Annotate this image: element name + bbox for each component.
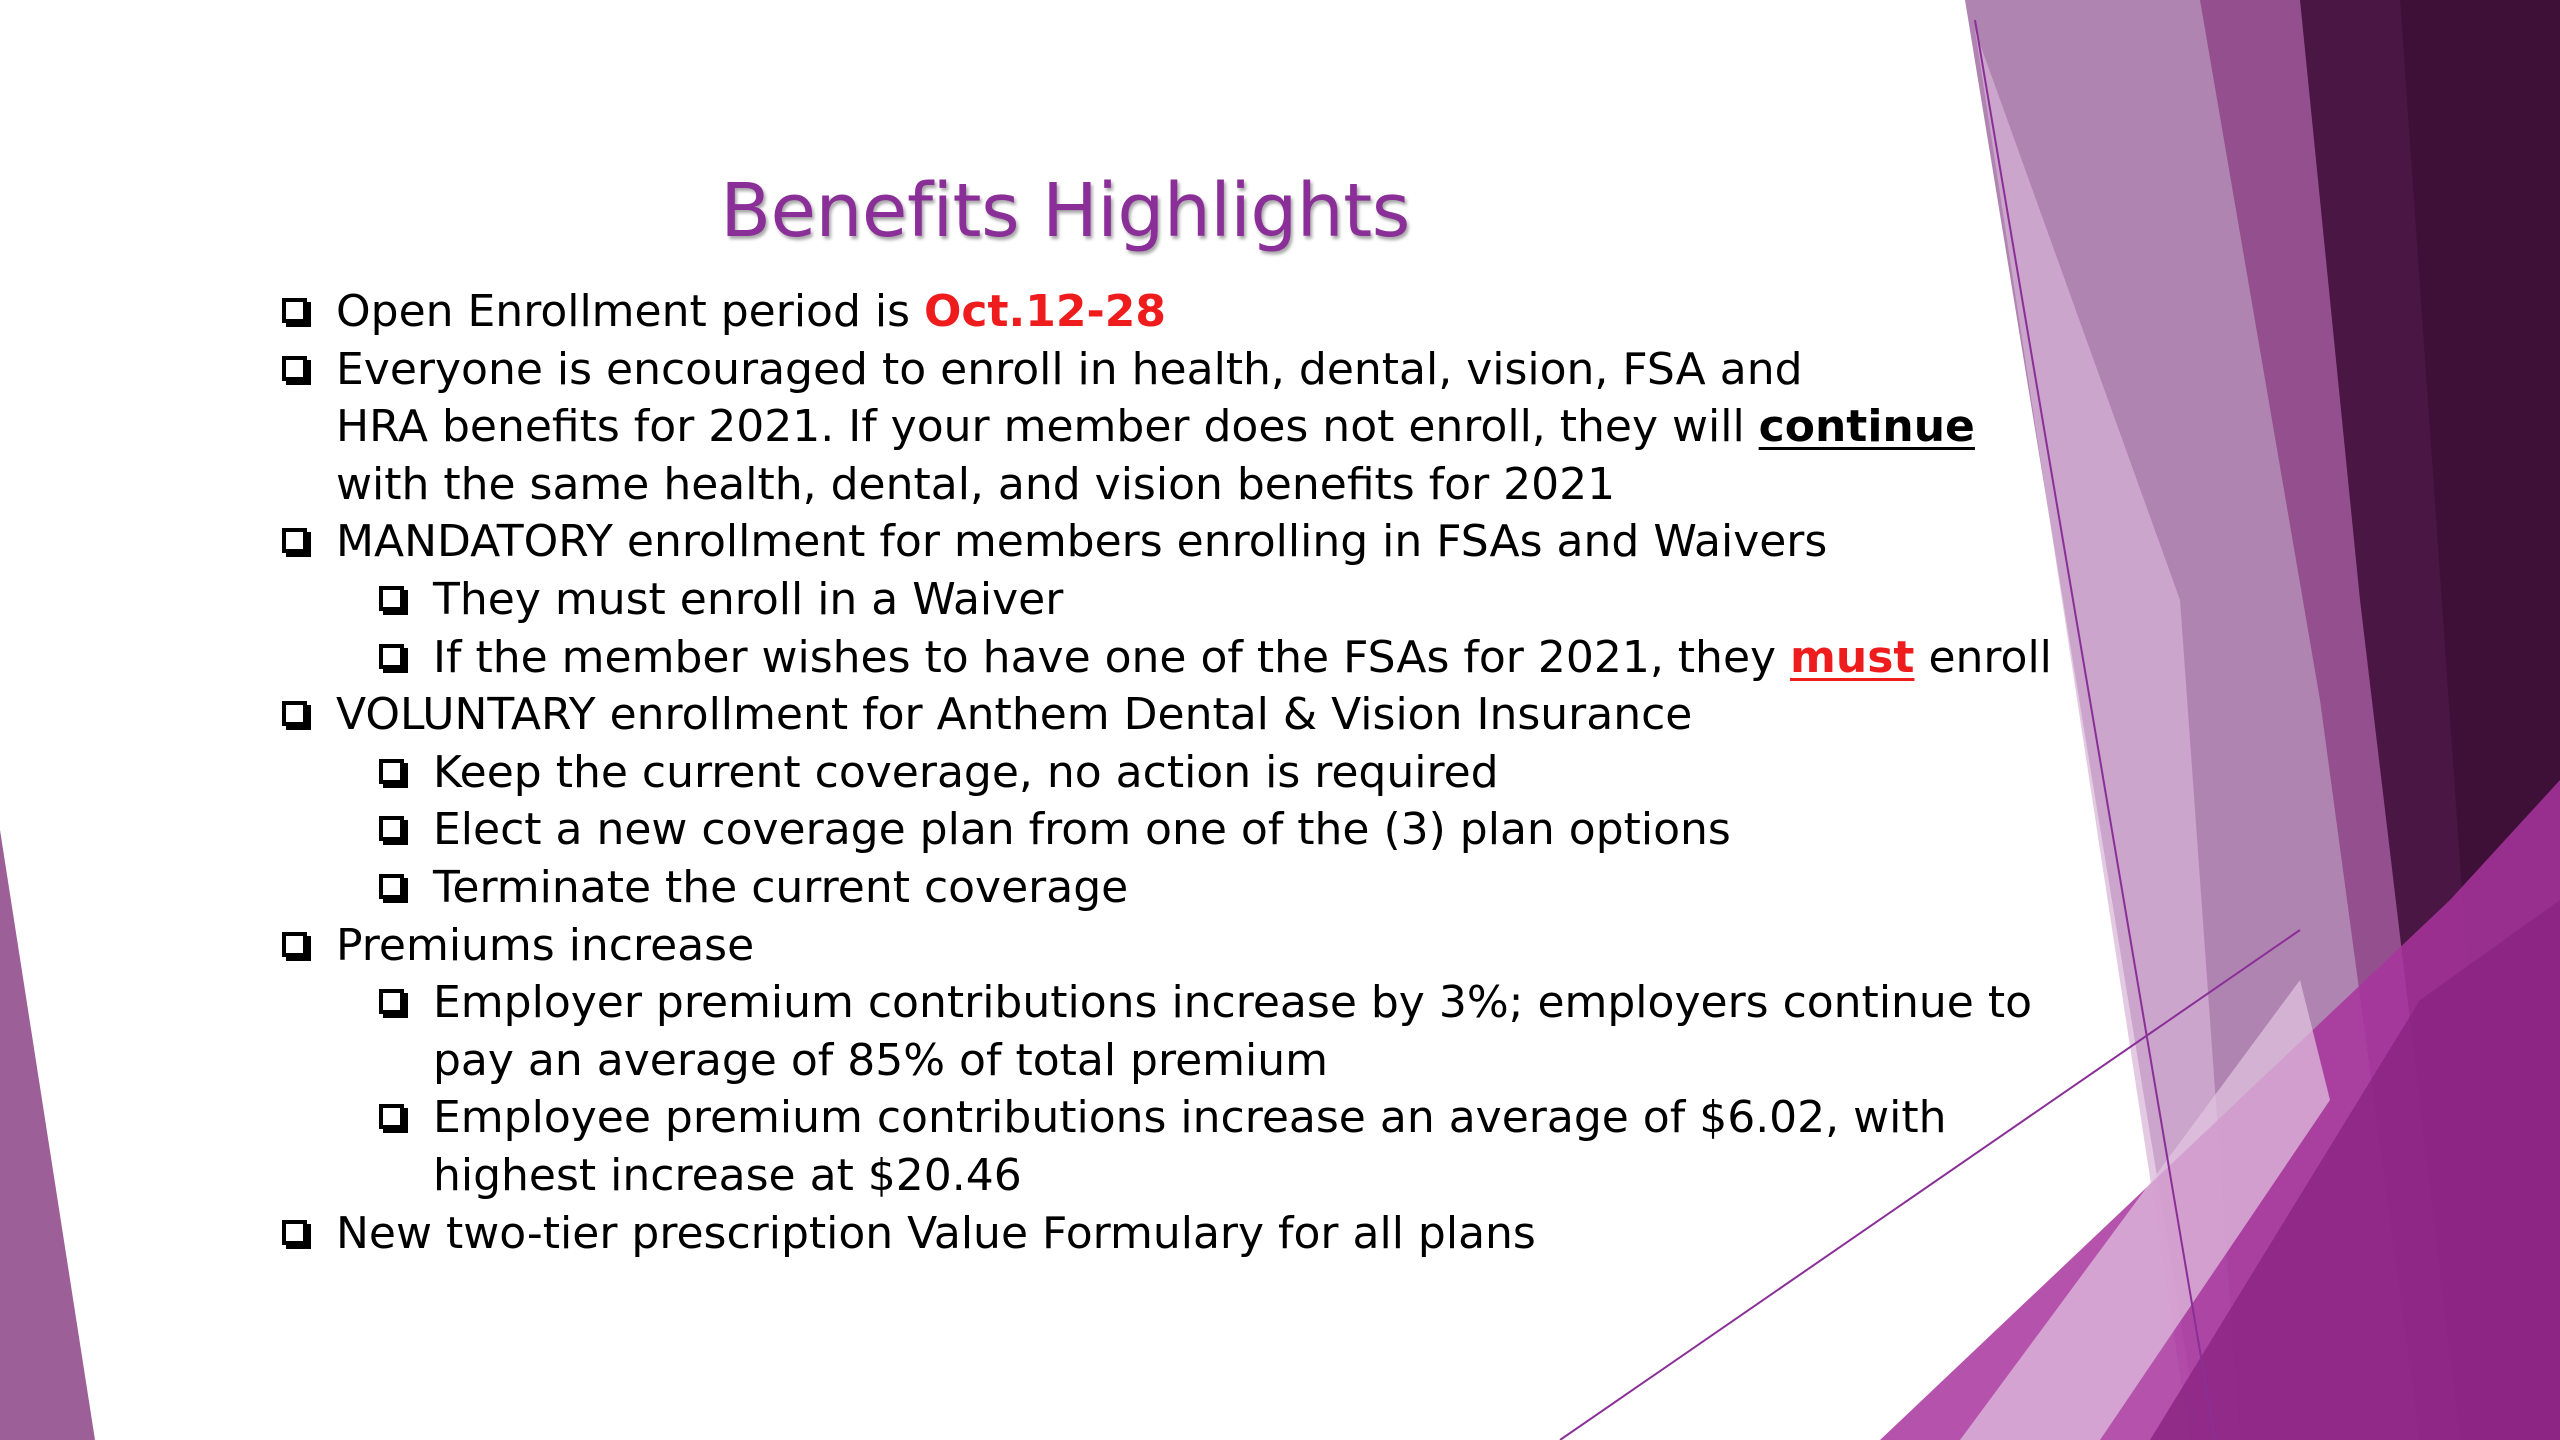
checkbox-square-icon (379, 644, 404, 669)
bullet-text-line: Employee premium contributions increase an average of $6.02, with (433, 1092, 1947, 1144)
bullet-text: Terminate the current coverage (433, 861, 1129, 913)
bullet-text: If the member wishes to have one of the FSAs for 2021, they (433, 631, 1791, 683)
bullet-text: enroll (1914, 631, 2052, 683)
bullet-item (278, 1205, 2038, 1263)
bullet-text: Elect a new coverage plan from one of the (3) plan options (433, 804, 1731, 856)
bullet-text-line: highest increase at $20.46 (433, 1149, 1022, 1201)
checkbox-square-icon (282, 356, 307, 381)
bullet-text: Keep the current coverage, no action is required (433, 746, 1499, 798)
bullet-text-line: with the same health, dental, and vision benefits for 2021 (336, 458, 1616, 510)
bullet-text: MANDATORY enrollment for members enrolling in FSAs and Waivers (336, 516, 1828, 568)
checkbox-square-icon (379, 759, 404, 784)
slide-title: Benefits Highlights (720, 168, 1410, 254)
sub-bullet-item (375, 859, 2038, 917)
emphasis-continue: continue (1758, 401, 1975, 453)
bullet-text: Open Enrollment period is (336, 286, 925, 337)
checkbox-square-icon (282, 528, 307, 553)
checkbox-square-icon (379, 989, 404, 1014)
sub-bullet-item (375, 974, 2038, 1089)
bullet-text: HRA benefits for 2021. If your member does not enroll, they will (336, 401, 1759, 453)
bullet-item (278, 283, 2038, 341)
bullet-text-line: pay an average of 85% of total premium (433, 1034, 1328, 1086)
sub-bullet-item (375, 744, 2038, 802)
sub-bullet-item (375, 801, 2038, 859)
bullet-list (278, 283, 2052, 1262)
checkbox-square-icon (379, 1104, 404, 1129)
checkbox-square-icon (379, 816, 404, 841)
sub-bullet-item (375, 571, 2038, 629)
checkbox-square-icon (282, 701, 307, 726)
bullet-text-line: Everyone is encouraged to enroll in health, dental, vision, FSA and (336, 343, 1803, 395)
checkbox-square-icon (282, 298, 307, 323)
bullet-item (278, 917, 2038, 975)
emphasis-must: must (1790, 631, 1915, 683)
checkbox-square-icon (379, 586, 404, 611)
left-edge-shape (0, 830, 95, 1440)
bullet-text-line (336, 398, 2038, 456)
checkbox-square-icon (282, 1220, 307, 1245)
bullet-text-line: Employer premium contributions increase by 3%; employers continue to (433, 977, 2033, 1029)
bullet-item (278, 686, 2038, 744)
bullet-item (278, 513, 2038, 571)
bullet-text: Premiums increase (336, 919, 755, 971)
bullet-item (278, 341, 2038, 514)
sub-bullet-item (375, 629, 2052, 687)
checkbox-square-icon (379, 874, 404, 899)
checkbox-square-icon (282, 932, 307, 957)
bullet-text: They must enroll in a Waiver (433, 573, 1064, 625)
enrollment-dates: Oct.12-28 (924, 286, 1166, 337)
bullet-text: VOLUNTARY enrollment for Anthem Dental & Vision Insurance (336, 689, 1693, 741)
sub-bullet-item (375, 1089, 2038, 1204)
bullet-text: New two-tier prescription Value Formulary for all plans (336, 1207, 1536, 1259)
